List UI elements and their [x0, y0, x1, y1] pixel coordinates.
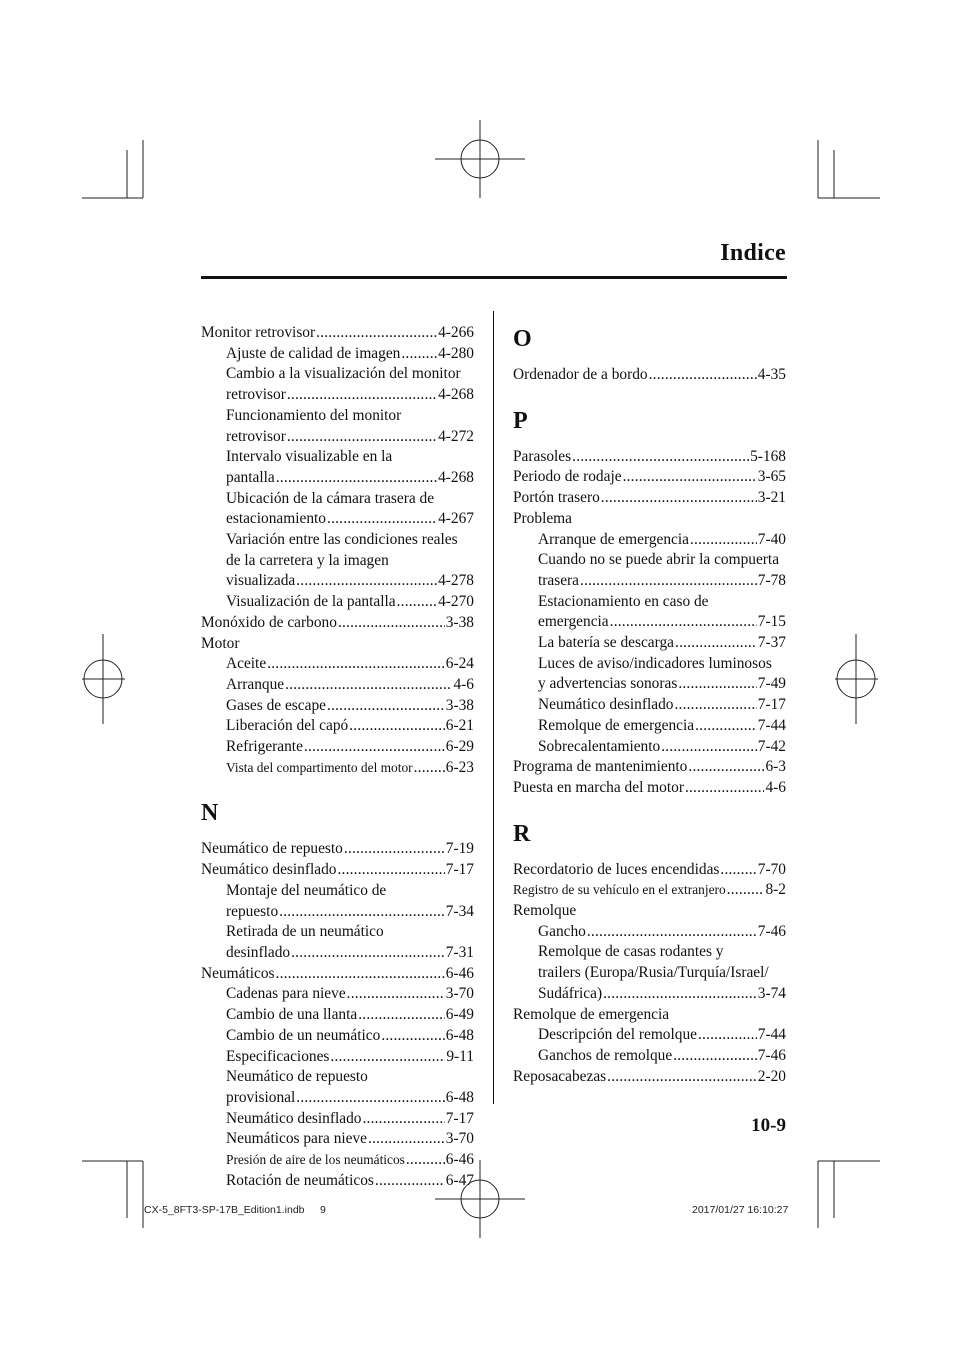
page-reference: 6-48: [445, 1088, 474, 1106]
entry-text: y advertencias sonoras: [538, 675, 678, 693]
footer-timestamp: 2017/01/27 16:10:27: [692, 1204, 789, 1216]
index-entry: [201, 839, 474, 860]
index-subentry: [201, 592, 474, 613]
index-subentry: [201, 1171, 474, 1192]
leader-dots: [296, 571, 437, 592]
page-reference: 6-29: [445, 738, 474, 756]
index-subentry: [513, 530, 786, 551]
entry-text: Presión de aire de los neumáticos: [226, 1152, 405, 1168]
leader-dots: [287, 385, 437, 406]
leader-dots: [678, 674, 756, 695]
entry-text: Arranque de emergencia: [538, 530, 689, 548]
index-subentry: [513, 716, 786, 737]
index-entry: [513, 757, 786, 778]
entry-text: retrovisor: [226, 386, 286, 404]
page-number: 10-9: [751, 1115, 786, 1136]
entry-text-line: Cuando no se puede abrir la compuerta: [538, 551, 780, 569]
entry-text: Sobrecalentamiento: [538, 737, 661, 755]
entry-text: Sudáfrica): [538, 984, 603, 1002]
index-subentry: [513, 592, 786, 633]
leader-dots: [675, 633, 757, 654]
section-letter: P: [513, 407, 528, 434]
leader-dots: [267, 654, 445, 675]
page-reference: 6-46: [445, 1151, 474, 1169]
page-reference: 7-40: [757, 530, 786, 548]
leader-dots: [688, 757, 764, 778]
entry-text: Portón trasero: [513, 489, 600, 507]
header-rule: [201, 276, 787, 279]
leader-dots: [580, 571, 757, 592]
entry-text: desinflado: [226, 943, 291, 961]
index-subentry: [201, 1109, 474, 1130]
entry-text: Vista del compartimento del motor: [226, 759, 413, 775]
entry-text: Descripción del remolque: [538, 1026, 697, 1044]
page-reference: 3-70: [445, 1130, 474, 1148]
page-reference: 5-168: [750, 447, 786, 465]
index-subentry: [201, 922, 474, 963]
index-subentry: [201, 696, 474, 717]
leader-dots: [698, 1025, 757, 1046]
page-reference: 4-268: [438, 468, 474, 486]
section-letter: R: [513, 820, 531, 847]
entry-text: Ganchos de remolque: [538, 1046, 673, 1064]
leader-dots: [344, 839, 445, 860]
entry-text: Arranque: [226, 675, 285, 693]
index-entry: [513, 467, 786, 488]
index-subentry: [513, 550, 786, 591]
entry-text: Cambio de una llanta: [226, 1006, 358, 1024]
registration-mark-top: [435, 120, 525, 198]
index-subentry: [201, 447, 474, 488]
leader-dots: [368, 1129, 445, 1150]
page-title: Indice: [720, 240, 786, 266]
leader-dots: [327, 509, 437, 530]
page-reference: 7-42: [757, 737, 786, 755]
section-letter: N: [201, 800, 219, 827]
entry-text: Neumáticos: [201, 964, 275, 982]
entry-text: Neumático desinflado: [226, 1109, 362, 1127]
leader-dots: [349, 716, 445, 737]
page-reference: 6-48: [445, 1026, 474, 1044]
entry-text: pantalla: [226, 468, 275, 486]
leader-dots: [375, 1171, 445, 1192]
entry-text: Gancho: [538, 922, 586, 940]
index-entry: [201, 860, 474, 881]
index-entry: [201, 613, 474, 634]
page-reference: 7-44: [757, 1026, 786, 1044]
index-subentry: [201, 406, 474, 447]
leader-dots: [381, 1026, 444, 1047]
leader-dots: [727, 880, 765, 901]
leader-dots: [296, 1088, 445, 1109]
entry-text: Liberación del capó: [226, 717, 349, 735]
page-reference: 7-70: [757, 860, 786, 878]
page-reference: 4-6: [765, 778, 786, 796]
entry-text: Aceite: [226, 655, 267, 673]
index-subentry: [513, 1046, 786, 1067]
entry-text: Monitor retrovisor: [201, 324, 316, 341]
registration-mark-right: [835, 634, 878, 724]
leader-dots: [337, 860, 444, 881]
index-entry: [201, 634, 474, 655]
entry-text: Cambio de un neumático: [226, 1026, 381, 1044]
page-reference: 7-17: [757, 696, 786, 714]
column-divider: [493, 311, 494, 1104]
entry-text: visualizada: [226, 572, 296, 590]
index-subentry: [513, 922, 786, 943]
page-reference: 4-267: [438, 510, 474, 528]
page-reference: 4-278: [438, 572, 474, 590]
page-reference: 6-46: [445, 964, 474, 982]
entry-text: Motor: [201, 634, 240, 652]
page-reference: 8-2: [765, 881, 786, 899]
entry-text-line: Remolque de casas rodantes y: [538, 943, 724, 961]
index-entry: [201, 323, 474, 344]
entry-text: Cadenas para nieve: [226, 985, 346, 1003]
leader-dots: [674, 695, 756, 716]
index-subentry: [201, 737, 474, 758]
page-reference: 6-3: [765, 758, 786, 776]
page-reference: 6-24: [445, 655, 474, 673]
index-subentry: [201, 1067, 474, 1108]
entry-text: Neumático de repuesto: [201, 840, 343, 858]
leader-dots: [401, 344, 437, 365]
index-subentry: [201, 530, 474, 592]
index-entry: [513, 365, 786, 386]
entry-text: Rotación de neumáticos: [226, 1171, 374, 1189]
index-subentry: [201, 881, 474, 922]
entry-text: Ajuste de calidad de imagen: [226, 344, 401, 362]
page-reference: 4-266: [438, 324, 474, 341]
page-reference: 3-38: [445, 696, 474, 714]
page-reference: 6-21: [445, 717, 474, 735]
leader-dots: [685, 778, 765, 799]
section-letter: O: [513, 326, 532, 352]
index-subentry: [513, 654, 786, 695]
entry-text: emergencia: [538, 613, 609, 631]
leader-dots: [673, 1046, 757, 1067]
index-subentry: [513, 942, 786, 1004]
page-reference: 3-21: [757, 489, 786, 507]
page-reference: 7-37: [757, 634, 786, 652]
page-reference: 7-46: [757, 1046, 786, 1064]
page-reference: 4-6: [453, 675, 474, 693]
entry-text: trasera: [538, 571, 580, 589]
leader-dots: [338, 613, 445, 634]
page-reference: 3-70: [445, 985, 474, 1003]
page-reference: 7-46: [757, 922, 786, 940]
index-entry: [513, 1067, 786, 1088]
leader-dots: [649, 365, 757, 386]
leader-dots: [304, 737, 445, 758]
index-entry: [513, 860, 786, 881]
index-subentry: [201, 1005, 474, 1026]
entry-text: Gases de escape: [226, 696, 326, 714]
page-reference: 7-34: [445, 902, 474, 920]
entry-text: estacionamiento: [226, 510, 327, 528]
leader-dots: [607, 1067, 757, 1088]
page-reference: 7-19: [445, 840, 474, 858]
leader-dots: [327, 696, 445, 717]
entry-text-line: Funcionamiento del monitor: [226, 406, 402, 424]
page-reference: 7-31: [445, 943, 474, 961]
leader-dots: [330, 1047, 445, 1068]
page-reference: 3-38: [445, 613, 474, 631]
page-reference: 7-49: [757, 675, 786, 693]
entry-text: Problema: [513, 509, 572, 527]
page-reference: 4-280: [438, 344, 474, 362]
leader-dots: [276, 964, 445, 985]
leader-dots: [587, 922, 757, 943]
entry-text: Monóxido de carbono: [201, 613, 337, 631]
page-reference: 4-35: [757, 366, 786, 383]
page-reference: 4-268: [438, 386, 474, 404]
entry-text-line: Luces de aviso/indicadores luminosos: [538, 654, 772, 672]
entry-text: Periodo de rodaje: [513, 468, 622, 486]
entry-text-line: Retirada de un neumático: [226, 923, 384, 941]
index-subentry: [201, 1150, 474, 1171]
index-subentry: [201, 1129, 474, 1150]
index-subentry: [201, 675, 474, 696]
entry-text: Parasoles: [513, 447, 572, 465]
leader-dots: [276, 468, 437, 489]
index-subentry: [201, 1047, 474, 1068]
entry-text-line: Variación entre las condiciones reales: [226, 531, 458, 549]
entry-text-line: Intervalo visualizable en la: [226, 448, 393, 466]
page-reference: 9-11: [446, 1047, 474, 1065]
registration-mark-left: [82, 634, 125, 724]
entry-text-line: Neumático de repuesto: [226, 1068, 368, 1086]
index-entry: [513, 447, 786, 468]
leader-dots: [358, 1005, 445, 1026]
entry-text: Remolque de emergencia: [538, 716, 695, 734]
leader-dots: [601, 488, 757, 509]
leader-dots: [291, 943, 445, 964]
entry-text: Remolque de emergencia: [513, 1005, 670, 1023]
entry-text: Neumático desinflado: [201, 861, 337, 879]
leader-dots: [287, 427, 437, 448]
index-subentry: [201, 1026, 474, 1047]
leader-dots: [603, 984, 757, 1005]
index-column-left: [201, 323, 474, 1191]
leader-dots: [623, 467, 757, 488]
index-subentry: [201, 716, 474, 737]
leader-dots: [695, 716, 757, 737]
index-entry: [513, 778, 786, 799]
entry-text: Visualización de la pantalla: [226, 593, 396, 611]
leader-dots: [414, 758, 445, 779]
leader-dots: [285, 675, 452, 696]
page-reference: 7-17: [445, 861, 474, 879]
entry-text-line: de la carretera y la imagen: [226, 551, 389, 569]
entry-text: La batería se descarga: [538, 634, 675, 652]
index-subentry: [201, 344, 474, 365]
leader-dots: [572, 447, 749, 468]
entry-text: Neumáticos para nieve: [226, 1130, 368, 1148]
page-reference: 3-74: [757, 984, 786, 1002]
page-reference: 3-65: [757, 468, 786, 486]
leader-dots: [316, 323, 437, 344]
entry-text-line: Ubicación de la cámara trasera de: [226, 489, 435, 507]
entry-text: repuesto: [226, 902, 279, 920]
leader-dots: [279, 902, 445, 923]
index-subentry: [513, 633, 786, 654]
entry-text: Reposacabezas: [513, 1067, 607, 1085]
page-reference: 6-23: [445, 758, 474, 776]
entry-text: Remolque: [513, 902, 577, 920]
index-entry: [513, 880, 786, 901]
entry-text: retrovisor: [226, 427, 286, 445]
index-column-right: [513, 323, 786, 1087]
index-entry: [513, 509, 786, 530]
index-subentry: [201, 489, 474, 530]
page-reference: 7-15: [757, 613, 786, 631]
page-reference: 4-270: [438, 593, 474, 611]
leader-dots: [661, 737, 757, 758]
entry-text: Ordenador de a bordo: [513, 366, 648, 383]
index-entry: [513, 488, 786, 509]
page-reference: 2-20: [757, 1067, 786, 1085]
page-reference: 6-47: [445, 1171, 474, 1189]
index-subentry: [201, 984, 474, 1005]
entry-text: Especificaciones: [226, 1047, 330, 1065]
entry-text: Registro de su vehículo en el extranjero: [513, 882, 726, 898]
footer-filename: CX-5_8FT3-SP-17B_Edition1.indb: [144, 1204, 305, 1216]
entry-text: Neumático desinflado: [538, 696, 674, 714]
entry-text: Refrigerante: [226, 738, 303, 756]
leader-dots: [720, 860, 756, 881]
leader-dots: [397, 592, 437, 613]
index-entry: [201, 964, 474, 985]
leader-dots: [690, 530, 757, 551]
page-reference: 6-49: [445, 1006, 474, 1024]
index-subentry: [201, 758, 474, 779]
index-subentry: [513, 1025, 786, 1046]
index-subentry: [201, 654, 474, 675]
leader-dots: [362, 1109, 444, 1130]
index-subentry: [513, 695, 786, 716]
entry-text-line: Montaje del neumático de: [226, 881, 387, 899]
entry-text: Recordatorio de luces encendidas: [513, 860, 720, 878]
page-reference: 4-272: [438, 427, 474, 445]
page-reference: 7-44: [757, 716, 786, 734]
index-entry: [513, 1005, 786, 1026]
index-subentry: [513, 737, 786, 758]
entry-text: Puesta en marcha del motor: [513, 778, 684, 796]
entry-text-line: Estacionamiento en caso de: [538, 592, 709, 610]
leader-dots: [347, 984, 445, 1005]
entry-text: Programa de mantenimiento: [513, 758, 688, 776]
entry-text: provisional: [226, 1088, 296, 1106]
page-reference: 7-17: [445, 1109, 474, 1127]
entry-text-line: Cambio a la visualización del monitor: [226, 365, 461, 383]
leader-dots: [406, 1150, 445, 1171]
page-reference: 7-78: [757, 571, 786, 589]
index-subentry: [201, 364, 474, 405]
entry-text-line: trailers (Europa/Rusia/Turquía/Israel/: [538, 964, 769, 982]
footer-page: 9: [320, 1204, 326, 1216]
index-entry: [513, 901, 786, 922]
leader-dots: [610, 612, 757, 633]
